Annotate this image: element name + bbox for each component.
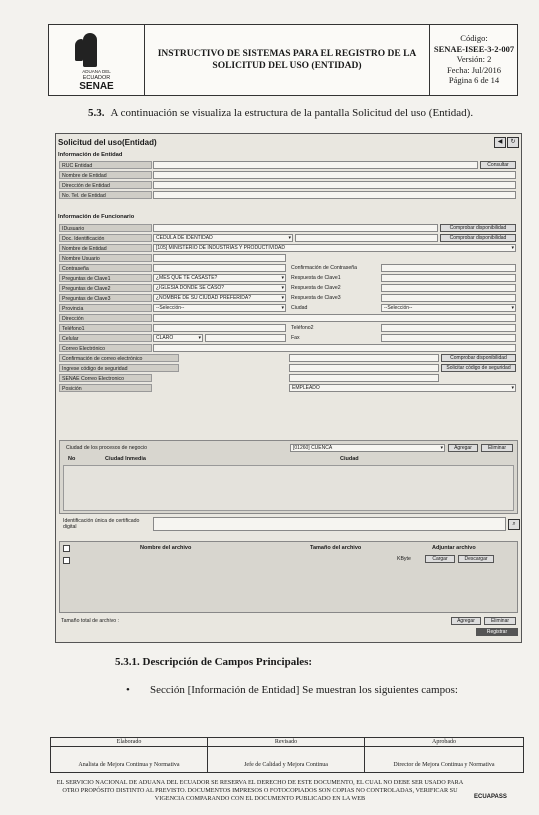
docid-label: Doc. Identificación — [59, 234, 152, 242]
tel-label: No. Tel. de Entidad — [59, 191, 152, 199]
ciudad-select[interactable]: --Selección-- ▾ — [381, 304, 516, 312]
ciudad-table-body — [63, 465, 514, 511]
ruc-input[interactable] — [153, 161, 478, 169]
r1-input[interactable] — [381, 274, 516, 282]
posicion-select[interactable]: EMPLEADO ▾ — [289, 384, 516, 392]
idusuario-input[interactable] — [153, 224, 438, 232]
col-ciudad-inmedia: Ciudad Inmedia — [105, 456, 146, 462]
fax-label: Fax — [291, 335, 300, 341]
col-nombre-archivo: Nombre del archivo — [140, 545, 192, 551]
posicion-label: Posición — [59, 384, 152, 392]
logo-text-1: ADUANA DEL — [82, 69, 111, 74]
r2-label: Respuesta de Clave2 — [291, 285, 341, 291]
docid-select[interactable]: CEDULA DE IDENTIDAD ▾ — [153, 234, 293, 242]
col-adjuntar-archivo: Adjuntar archivo — [432, 545, 476, 551]
telefono1-input[interactable] — [153, 324, 286, 332]
senaecorreo-label: SENAE Correo Electronico — [59, 374, 152, 382]
direccion-label: Dirección de Entidad — [59, 181, 152, 189]
section-heading — [88, 107, 473, 119]
descargar-button[interactable]: Descargar — [458, 555, 494, 563]
r2-input[interactable] — [381, 284, 516, 292]
footer-disclaimer: EL SERVICIO NACIONAL DE ADUANA DEL ECUADOR SE RESERVA EL DERECHO DE ESTE DOCUMENTO, EL CUAL NO DEBE SER USADO PARA OTRO PROPÓSITO DISTINTO AL PREVISTO. DOCUMENTOS IMPRESOS O FOTOCOPIADOS SON COPIAS NO CONTROLADAS, VERIFICAR SU VIGENCIA COMPARANDO CON EL DOCUMENTO PUBLICADO EN LA WEB — [56, 779, 464, 802]
certificado-input[interactable] — [153, 517, 506, 531]
contrasena-input[interactable] — [153, 264, 286, 272]
p2-select[interactable]: ¿IGLESIA DONDE SE CASO? ▾ — [153, 284, 286, 292]
p1-label: Preguntas de Clave1 — [59, 274, 152, 282]
logo-text-3: SENAE — [79, 81, 114, 92]
confcontrasena-input[interactable] — [381, 264, 516, 272]
nomentidad-select[interactable]: [105] MINISTERIO DE INDUSTRIAS Y PRODUCTIVIDAD ▾ — [153, 244, 516, 252]
eliminar-archivo-button[interactable]: Eliminar — [484, 617, 516, 625]
telefono1-label: Teléfono1 — [59, 324, 152, 332]
r1-label: Respuesta de Clave1 — [291, 275, 341, 281]
document-meta — [431, 25, 517, 95]
logo-text-2: ECUADOR — [82, 75, 111, 81]
search-icon[interactable]: ⌕ — [508, 519, 520, 530]
sig-aprobado — [365, 738, 523, 772]
confcorreo-label: Confirmación de correo electrónico — [59, 354, 179, 362]
select-all-checkbox[interactable] — [63, 545, 70, 552]
docid-input[interactable] — [295, 234, 438, 242]
tamano-total-label: Tamaño total de archivo : — [61, 618, 119, 624]
sig-revisado-head: Revisado — [208, 738, 364, 747]
nomusuario-input[interactable] — [153, 254, 286, 262]
logo-icon — [75, 39, 83, 61]
confcontrasena-label: Confirmación de Contraseña — [291, 265, 358, 271]
fecha: Fecha: Jul/2016 — [446, 64, 502, 75]
form-title: Solicitud del uso(Entidad) — [58, 138, 157, 147]
section-text: A continuación se visualiza la estructura de la pantalla Solicitud del uso (Entidad). — [110, 107, 474, 119]
idusuario-label: IDusuario — [59, 224, 152, 232]
ecuapass-logo: ECUAPASS — [474, 794, 507, 800]
pagina: Página 6 de 14 — [448, 75, 500, 85]
section-number: 5.3. — [88, 107, 105, 119]
agregar-ciudad-button[interactable]: Agregar — [448, 444, 478, 452]
ciudad-panel — [59, 440, 518, 514]
codigo-label: Código: — [460, 33, 488, 43]
celular-select[interactable]: CLARO ▾ — [153, 334, 203, 342]
sig-revisado — [208, 738, 365, 772]
ciudadproc-label: Ciudad de los procesos de negocio — [66, 445, 148, 451]
logo-cell — [49, 25, 145, 95]
col-tamano-archivo: Tamaño del archivo — [310, 545, 362, 551]
correo-label: Correo Electrónico — [59, 344, 152, 352]
codseg-input[interactable] — [289, 364, 439, 372]
col-no: No — [68, 456, 76, 462]
tel-input[interactable] — [153, 191, 516, 199]
nomentidad-label: Nombre de Entidad — [59, 244, 152, 252]
p3-label: Preguntas de Clave3 — [59, 294, 152, 302]
ciudad-label: Ciudad — [291, 305, 308, 311]
kbyte-label: KByte — [397, 556, 411, 562]
cargar-button[interactable]: Cargar — [425, 555, 455, 563]
telefono2-input[interactable] — [381, 324, 516, 332]
fax-input[interactable] — [381, 334, 516, 342]
senaecorreo-input[interactable] — [289, 374, 439, 382]
version: Versión: 2 — [456, 54, 492, 64]
solicitar-button[interactable]: Solicitar código de seguridad — [441, 364, 516, 372]
sig-elaborado-name: Analista de Mejora Continua y Normativa — [78, 762, 180, 768]
registrar-button[interactable]: Registrar — [476, 628, 518, 636]
consultar-button[interactable]: Consultar — [480, 161, 516, 169]
row-checkbox[interactable] — [63, 557, 70, 564]
bullet-text: • Sección [Información de Entidad] Se muestran los siguientes campos: — [150, 684, 458, 696]
provincia-label: Provincia — [59, 304, 152, 312]
back-icon[interactable]: ◀ — [494, 137, 506, 148]
subsection-heading: 5.3.1. Descripción de Campos Principales: — [115, 656, 313, 668]
r3-input[interactable] — [381, 294, 516, 302]
telefono2-label: Teléfono2 — [291, 325, 314, 331]
document-title: INSTRUCTIVO DE SISTEMAS PARA EL REGISTRO DE LA SOLICITUD DEL USO (ENTIDAD) — [145, 25, 430, 95]
group-entidad: Información de Entidad — [58, 152, 123, 158]
correo-input[interactable] — [153, 344, 516, 352]
sig-aprobado-head: Aprobado — [365, 738, 523, 747]
provincia-select[interactable]: --Selección-- ▾ — [153, 304, 286, 312]
p1-select[interactable]: ¿MES QUE TE CASASTE? ▾ — [153, 274, 286, 282]
eliminar-ciudad-button[interactable]: Eliminar — [481, 444, 513, 452]
direccion-input[interactable] — [153, 181, 516, 189]
nombre-input[interactable] — [153, 171, 516, 179]
contrasena-label: Contraseña — [59, 264, 152, 272]
ruc-label: RUC Entidad — [59, 161, 152, 169]
archivo-panel — [59, 541, 518, 613]
signature-table — [50, 737, 524, 773]
celular-input[interactable] — [205, 334, 286, 342]
comprobar-button-3[interactable]: Comprobar disponibilidad — [441, 354, 516, 362]
celular-label: Celular — [59, 334, 152, 342]
agregar-archivo-button[interactable]: Agregar — [451, 617, 481, 625]
direccion2-input[interactable] — [153, 314, 516, 322]
sig-revisado-name: Jefe de Calidad y Mejora Continua — [244, 762, 328, 768]
r3-label: Respuesta de Clave3 — [291, 295, 341, 301]
p2-label: Preguntas de Clave2 — [59, 284, 152, 292]
nomusuario-label: Nombre Usuario — [59, 254, 152, 262]
comprobar-button-2[interactable]: Comprobar disponibilidad — [440, 234, 516, 242]
codigo-value: SENAE-ISEE-3-2-007 — [433, 43, 515, 54]
refresh-icon[interactable]: ↻ — [507, 137, 519, 148]
codseg-label: Ingrese código de seguridad — [59, 364, 179, 372]
sig-elaborado-head: Elaborado — [51, 738, 207, 747]
confcorreo-input[interactable] — [289, 354, 439, 362]
document-header — [48, 24, 518, 96]
logo-icon-main — [83, 33, 97, 67]
ciudadproc-select[interactable]: [01260] CUENCA ▾ — [290, 444, 445, 452]
certificado-label: Identificación única de certificado digital — [63, 518, 140, 530]
col-ciudad: Ciudad — [340, 456, 359, 462]
comprobar-button-1[interactable]: Comprobar disponibilidad — [440, 224, 516, 232]
form-screenshot — [55, 133, 522, 643]
sig-elaborado — [51, 738, 208, 772]
sig-aprobado-name: Director de Mejora Continua y Normativa — [393, 762, 495, 768]
direccion2-label: Dirección — [59, 314, 152, 322]
p3-select[interactable]: ¿NOMBRE DE SU CIUDAD PREFERIDA? ▾ — [153, 294, 286, 302]
nombre-label: Nombre de Entidad — [59, 171, 152, 179]
group-funcionario: Información de Funcionario — [58, 214, 135, 220]
